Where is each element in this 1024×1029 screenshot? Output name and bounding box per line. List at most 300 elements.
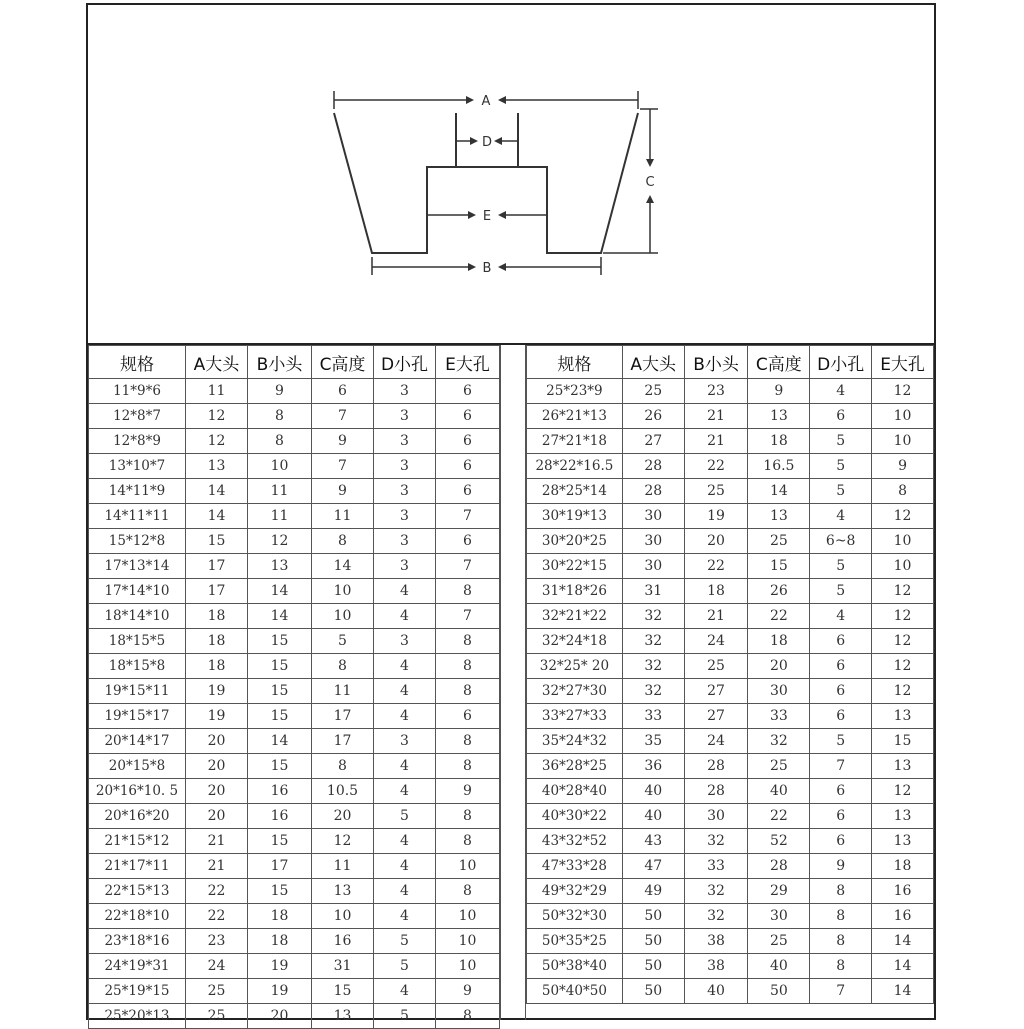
spec-cell: 25*20*13 bbox=[89, 1004, 186, 1029]
value-cell: 7 bbox=[436, 604, 500, 629]
value-cell: 10 bbox=[312, 579, 374, 604]
value-cell: 6 bbox=[436, 404, 500, 429]
value-cell: 5 bbox=[810, 579, 872, 604]
value-cell: 9 bbox=[436, 979, 500, 1004]
value-cell: 32 bbox=[622, 679, 684, 704]
value-cell: 15 bbox=[872, 729, 934, 754]
value-cell: 9 bbox=[810, 854, 872, 879]
value-cell: 10 bbox=[436, 904, 500, 929]
value-cell: 31 bbox=[622, 579, 684, 604]
value-cell: 33 bbox=[622, 704, 684, 729]
body-outline bbox=[334, 113, 456, 253]
value-cell: 4 bbox=[810, 604, 872, 629]
value-cell: 12 bbox=[186, 429, 248, 454]
column-header: B小头 bbox=[684, 346, 748, 379]
value-cell: 32 bbox=[748, 729, 810, 754]
value-cell: 28 bbox=[748, 854, 810, 879]
value-cell: 22 bbox=[748, 604, 810, 629]
value-cell: 8 bbox=[312, 529, 374, 554]
table-row bbox=[89, 479, 500, 504]
table-row bbox=[527, 629, 934, 654]
column-header: C高度 bbox=[748, 346, 810, 379]
spec-cell: 12*8*9 bbox=[89, 429, 186, 454]
value-cell: 50 bbox=[622, 979, 684, 1004]
value-cell: 6 bbox=[436, 379, 500, 404]
value-cell: 13 bbox=[248, 554, 312, 579]
value-cell: 5 bbox=[374, 1004, 436, 1029]
value-cell: 4 bbox=[810, 504, 872, 529]
label-b: B bbox=[482, 261, 492, 276]
value-cell: 26 bbox=[748, 579, 810, 604]
table-row bbox=[89, 929, 500, 954]
value-cell: 19 bbox=[248, 979, 312, 1004]
value-cell: 16 bbox=[248, 779, 312, 804]
value-cell: 18 bbox=[748, 629, 810, 654]
spec-cell: 21*17*11 bbox=[89, 854, 186, 879]
value-cell: 4 bbox=[374, 604, 436, 629]
spec-cell: 15*12*8 bbox=[89, 529, 186, 554]
value-cell: 49 bbox=[622, 879, 684, 904]
value-cell: 21 bbox=[684, 604, 748, 629]
value-cell: 6 bbox=[436, 429, 500, 454]
table-row bbox=[527, 879, 934, 904]
value-cell: 10.5 bbox=[312, 779, 374, 804]
value-cell: 8 bbox=[436, 629, 500, 654]
value-cell: 13 bbox=[872, 804, 934, 829]
value-cell: 12 bbox=[872, 779, 934, 804]
value-cell: 8 bbox=[436, 804, 500, 829]
value-cell: 50 bbox=[622, 929, 684, 954]
value-cell: 14 bbox=[248, 579, 312, 604]
spec-cell: 22*18*10 bbox=[89, 904, 186, 929]
spec-cell: 27*21*18 bbox=[527, 429, 623, 454]
value-cell: 4 bbox=[374, 829, 436, 854]
body-outline-right bbox=[518, 113, 638, 253]
value-cell: 8 bbox=[436, 579, 500, 604]
table-row bbox=[527, 979, 934, 1004]
value-cell: 6 bbox=[436, 454, 500, 479]
value-cell: 3 bbox=[374, 429, 436, 454]
table-row bbox=[527, 604, 934, 629]
value-cell: 24 bbox=[186, 954, 248, 979]
value-cell: 13 bbox=[872, 704, 934, 729]
value-cell: 6 bbox=[810, 804, 872, 829]
spec-cell: 36*28*25 bbox=[527, 754, 623, 779]
table-row bbox=[527, 404, 934, 429]
header-row bbox=[89, 346, 500, 379]
value-cell: 12 bbox=[872, 679, 934, 704]
table-row bbox=[89, 904, 500, 929]
spec-cell: 18*15*5 bbox=[89, 629, 186, 654]
value-cell: 17 bbox=[186, 579, 248, 604]
value-cell: 4 bbox=[374, 854, 436, 879]
value-cell: 16 bbox=[248, 804, 312, 829]
column-header: 规格 bbox=[527, 346, 623, 379]
value-cell: 10 bbox=[436, 929, 500, 954]
value-cell: 9 bbox=[436, 779, 500, 804]
table-row bbox=[89, 829, 500, 854]
value-cell: 6~8 bbox=[810, 529, 872, 554]
value-cell: 17 bbox=[186, 554, 248, 579]
spec-cell: 28*25*14 bbox=[527, 479, 623, 504]
spec-cell: 22*15*13 bbox=[89, 879, 186, 904]
spec-cell: 30*20*25 bbox=[527, 529, 623, 554]
value-cell: 25 bbox=[748, 529, 810, 554]
value-cell: 50 bbox=[622, 904, 684, 929]
value-cell: 17 bbox=[312, 704, 374, 729]
value-cell: 16.5 bbox=[748, 454, 810, 479]
column-header: C高度 bbox=[312, 346, 374, 379]
table-row bbox=[89, 604, 500, 629]
spec-cell: 40*30*22 bbox=[527, 804, 623, 829]
value-cell: 10 bbox=[872, 554, 934, 579]
spec-cell: 50*35*25 bbox=[527, 929, 623, 954]
dimension-diagram bbox=[88, 5, 934, 343]
table-row bbox=[89, 729, 500, 754]
table-row bbox=[527, 704, 934, 729]
table-row bbox=[89, 704, 500, 729]
table-row bbox=[527, 754, 934, 779]
value-cell: 10 bbox=[312, 904, 374, 929]
value-cell: 12 bbox=[872, 504, 934, 529]
value-cell: 4 bbox=[374, 654, 436, 679]
value-cell: 18 bbox=[186, 604, 248, 629]
value-cell: 32 bbox=[622, 654, 684, 679]
value-cell: 23 bbox=[684, 379, 748, 404]
value-cell: 6 bbox=[436, 479, 500, 504]
value-cell: 12 bbox=[312, 829, 374, 854]
value-cell: 9 bbox=[312, 429, 374, 454]
value-cell: 4 bbox=[374, 704, 436, 729]
value-cell: 12 bbox=[872, 654, 934, 679]
value-cell: 52 bbox=[748, 829, 810, 854]
spec-cell: 17*14*10 bbox=[89, 579, 186, 604]
value-cell: 4 bbox=[374, 904, 436, 929]
spec-cell: 32*21*22 bbox=[527, 604, 623, 629]
value-cell: 7 bbox=[436, 554, 500, 579]
column-gap bbox=[500, 345, 526, 1020]
table-row bbox=[89, 579, 500, 604]
value-cell: 28 bbox=[622, 479, 684, 504]
value-cell: 25 bbox=[186, 1004, 248, 1029]
value-cell: 3 bbox=[374, 554, 436, 579]
value-cell: 19 bbox=[248, 954, 312, 979]
value-cell: 8 bbox=[810, 879, 872, 904]
table-row bbox=[89, 454, 500, 479]
column-header: B小头 bbox=[248, 346, 312, 379]
value-cell: 18 bbox=[186, 654, 248, 679]
table-row bbox=[89, 754, 500, 779]
spec-cell: 26*21*13 bbox=[527, 404, 623, 429]
value-cell: 7 bbox=[810, 754, 872, 779]
value-cell: 10 bbox=[872, 404, 934, 429]
value-cell: 21 bbox=[684, 429, 748, 454]
value-cell: 10 bbox=[872, 429, 934, 454]
value-cell: 10 bbox=[436, 854, 500, 879]
value-cell: 20 bbox=[748, 654, 810, 679]
value-cell: 11 bbox=[186, 379, 248, 404]
value-cell: 32 bbox=[622, 604, 684, 629]
table-row bbox=[527, 904, 934, 929]
spec-cell: 32*27*30 bbox=[527, 679, 623, 704]
value-cell: 15 bbox=[248, 629, 312, 654]
table-row bbox=[89, 654, 500, 679]
value-cell: 13 bbox=[748, 404, 810, 429]
value-cell: 5 bbox=[374, 929, 436, 954]
value-cell: 15 bbox=[186, 529, 248, 554]
column-header: 规格 bbox=[89, 346, 186, 379]
value-cell: 11 bbox=[312, 679, 374, 704]
value-cell: 27 bbox=[684, 679, 748, 704]
value-cell: 38 bbox=[684, 929, 748, 954]
spec-cell: 18*14*10 bbox=[89, 604, 186, 629]
value-cell: 6 bbox=[810, 629, 872, 654]
value-cell: 18 bbox=[186, 629, 248, 654]
value-cell: 14 bbox=[748, 479, 810, 504]
table-row bbox=[89, 629, 500, 654]
value-cell: 14 bbox=[872, 979, 934, 1004]
value-cell: 4 bbox=[374, 979, 436, 1004]
table-row bbox=[89, 979, 500, 1004]
value-cell: 9 bbox=[748, 379, 810, 404]
table-row bbox=[527, 929, 934, 954]
value-cell: 6 bbox=[436, 704, 500, 729]
spec-cell: 25*19*15 bbox=[89, 979, 186, 1004]
value-cell: 30 bbox=[622, 504, 684, 529]
table-row bbox=[89, 779, 500, 804]
value-cell: 22 bbox=[684, 454, 748, 479]
spec-cell: 32*25* 20 bbox=[527, 654, 623, 679]
value-cell: 40 bbox=[622, 779, 684, 804]
table-row bbox=[89, 804, 500, 829]
value-cell: 6 bbox=[810, 829, 872, 854]
table-row bbox=[527, 854, 934, 879]
spec-cell: 20*15*8 bbox=[89, 754, 186, 779]
value-cell: 11 bbox=[312, 854, 374, 879]
value-cell: 25 bbox=[684, 654, 748, 679]
spec-cell: 32*24*18 bbox=[527, 629, 623, 654]
value-cell: 32 bbox=[684, 879, 748, 904]
value-cell: 36 bbox=[622, 754, 684, 779]
value-cell: 19 bbox=[684, 504, 748, 529]
value-cell: 33 bbox=[684, 854, 748, 879]
table-row bbox=[527, 454, 934, 479]
table-row bbox=[527, 829, 934, 854]
value-cell: 18 bbox=[748, 429, 810, 454]
table-row bbox=[527, 954, 934, 979]
value-cell: 14 bbox=[248, 604, 312, 629]
value-cell: 28 bbox=[684, 754, 748, 779]
value-cell: 13 bbox=[312, 1004, 374, 1029]
spec-cell: 50*40*50 bbox=[527, 979, 623, 1004]
value-cell: 5 bbox=[374, 804, 436, 829]
value-cell: 15 bbox=[312, 979, 374, 1004]
value-cell: 9 bbox=[872, 454, 934, 479]
label-e: E bbox=[482, 209, 492, 224]
value-cell: 8 bbox=[436, 679, 500, 704]
table-row bbox=[89, 429, 500, 454]
label-d: D bbox=[481, 135, 493, 150]
value-cell: 20 bbox=[312, 804, 374, 829]
value-cell: 5 bbox=[312, 629, 374, 654]
value-cell: 8 bbox=[872, 479, 934, 504]
value-cell: 29 bbox=[748, 879, 810, 904]
table-row bbox=[527, 779, 934, 804]
value-cell: 16 bbox=[872, 879, 934, 904]
value-cell: 11 bbox=[248, 504, 312, 529]
value-cell: 5 bbox=[810, 479, 872, 504]
value-cell: 27 bbox=[622, 429, 684, 454]
value-cell: 31 bbox=[312, 954, 374, 979]
spec-cell: 30*19*13 bbox=[527, 504, 623, 529]
spec-cell: 43*32*52 bbox=[527, 829, 623, 854]
column-header: A大头 bbox=[622, 346, 684, 379]
value-cell: 7 bbox=[436, 504, 500, 529]
spec-cell: 24*19*31 bbox=[89, 954, 186, 979]
value-cell: 3 bbox=[374, 629, 436, 654]
table-row bbox=[527, 429, 934, 454]
spec-cell: 13*10*7 bbox=[89, 454, 186, 479]
value-cell: 8 bbox=[248, 404, 312, 429]
value-cell: 15 bbox=[248, 754, 312, 779]
value-cell: 28 bbox=[622, 454, 684, 479]
spec-sheet bbox=[86, 3, 936, 1024]
spec-cell: 25*23*9 bbox=[527, 379, 623, 404]
value-cell: 3 bbox=[374, 379, 436, 404]
value-cell: 24 bbox=[684, 629, 748, 654]
value-cell: 15 bbox=[748, 554, 810, 579]
value-cell: 20 bbox=[186, 754, 248, 779]
value-cell: 40 bbox=[748, 779, 810, 804]
value-cell: 22 bbox=[186, 904, 248, 929]
value-cell: 17 bbox=[248, 854, 312, 879]
header-row bbox=[527, 346, 934, 379]
value-cell: 6 bbox=[810, 404, 872, 429]
value-cell: 8 bbox=[436, 879, 500, 904]
value-cell: 13 bbox=[312, 879, 374, 904]
column-header: E大孔 bbox=[436, 346, 500, 379]
value-cell: 14 bbox=[872, 929, 934, 954]
table-row bbox=[89, 879, 500, 904]
value-cell: 22 bbox=[186, 879, 248, 904]
spec-cell: 33*27*33 bbox=[527, 704, 623, 729]
value-cell: 3 bbox=[374, 529, 436, 554]
value-cell: 6 bbox=[312, 379, 374, 404]
table-row bbox=[527, 529, 934, 554]
table-row bbox=[89, 679, 500, 704]
table-row bbox=[527, 379, 934, 404]
value-cell: 10 bbox=[312, 604, 374, 629]
table-row bbox=[527, 679, 934, 704]
value-cell: 12 bbox=[872, 579, 934, 604]
value-cell: 10 bbox=[436, 954, 500, 979]
value-cell: 32 bbox=[684, 829, 748, 854]
table-row bbox=[89, 554, 500, 579]
table-row bbox=[527, 554, 934, 579]
value-cell: 33 bbox=[748, 704, 810, 729]
value-cell: 19 bbox=[186, 704, 248, 729]
value-cell: 50 bbox=[622, 954, 684, 979]
value-cell: 15 bbox=[248, 704, 312, 729]
value-cell: 14 bbox=[186, 504, 248, 529]
value-cell: 12 bbox=[248, 529, 312, 554]
value-cell: 26 bbox=[622, 404, 684, 429]
value-cell: 5 bbox=[810, 454, 872, 479]
value-cell: 3 bbox=[374, 729, 436, 754]
spec-cell: 19*15*11 bbox=[89, 679, 186, 704]
table-row bbox=[527, 654, 934, 679]
table-row bbox=[89, 379, 500, 404]
value-cell: 16 bbox=[312, 929, 374, 954]
table-row bbox=[527, 479, 934, 504]
spec-cell: 12*8*7 bbox=[89, 404, 186, 429]
value-cell: 20 bbox=[186, 779, 248, 804]
value-cell: 6 bbox=[810, 679, 872, 704]
value-cell: 3 bbox=[374, 454, 436, 479]
spec-table-left bbox=[88, 345, 500, 1029]
value-cell: 18 bbox=[248, 929, 312, 954]
stopper-cross-section bbox=[88, 5, 934, 343]
value-cell: 16 bbox=[872, 904, 934, 929]
table-row bbox=[527, 579, 934, 604]
spec-cell: 50*32*30 bbox=[527, 904, 623, 929]
value-cell: 20 bbox=[248, 1004, 312, 1029]
spec-cell: 20*16*20 bbox=[89, 804, 186, 829]
value-cell: 18 bbox=[684, 579, 748, 604]
value-cell: 4 bbox=[374, 679, 436, 704]
value-cell: 30 bbox=[622, 529, 684, 554]
value-cell: 8 bbox=[436, 829, 500, 854]
column-header: D小孔 bbox=[810, 346, 872, 379]
spec-cell: 21*15*12 bbox=[89, 829, 186, 854]
value-cell: 25 bbox=[748, 754, 810, 779]
table-row bbox=[527, 804, 934, 829]
table-row bbox=[89, 529, 500, 554]
spec-table bbox=[88, 343, 934, 1024]
column-header: D小孔 bbox=[374, 346, 436, 379]
table-row bbox=[527, 729, 934, 754]
value-cell: 20 bbox=[186, 804, 248, 829]
value-cell: 22 bbox=[748, 804, 810, 829]
spec-cell: 18*15*8 bbox=[89, 654, 186, 679]
spec-cell: 17*13*14 bbox=[89, 554, 186, 579]
value-cell: 5 bbox=[810, 429, 872, 454]
value-cell: 14 bbox=[186, 479, 248, 504]
value-cell: 6 bbox=[810, 704, 872, 729]
value-cell: 18 bbox=[872, 854, 934, 879]
value-cell: 30 bbox=[748, 679, 810, 704]
table-row bbox=[527, 504, 934, 529]
value-cell: 14 bbox=[312, 554, 374, 579]
label-a: A bbox=[481, 94, 491, 109]
value-cell: 12 bbox=[186, 404, 248, 429]
value-cell: 12 bbox=[872, 379, 934, 404]
value-cell: 15 bbox=[248, 654, 312, 679]
value-cell: 15 bbox=[248, 679, 312, 704]
value-cell: 3 bbox=[374, 404, 436, 429]
value-cell: 13 bbox=[872, 754, 934, 779]
value-cell: 8 bbox=[436, 654, 500, 679]
value-cell: 25 bbox=[186, 979, 248, 1004]
value-cell: 5 bbox=[810, 729, 872, 754]
spec-cell: 47*33*28 bbox=[527, 854, 623, 879]
table-row bbox=[89, 404, 500, 429]
value-cell: 7 bbox=[810, 979, 872, 1004]
value-cell: 20 bbox=[186, 729, 248, 754]
value-cell: 13 bbox=[186, 454, 248, 479]
value-cell: 10 bbox=[872, 529, 934, 554]
value-cell: 38 bbox=[684, 954, 748, 979]
